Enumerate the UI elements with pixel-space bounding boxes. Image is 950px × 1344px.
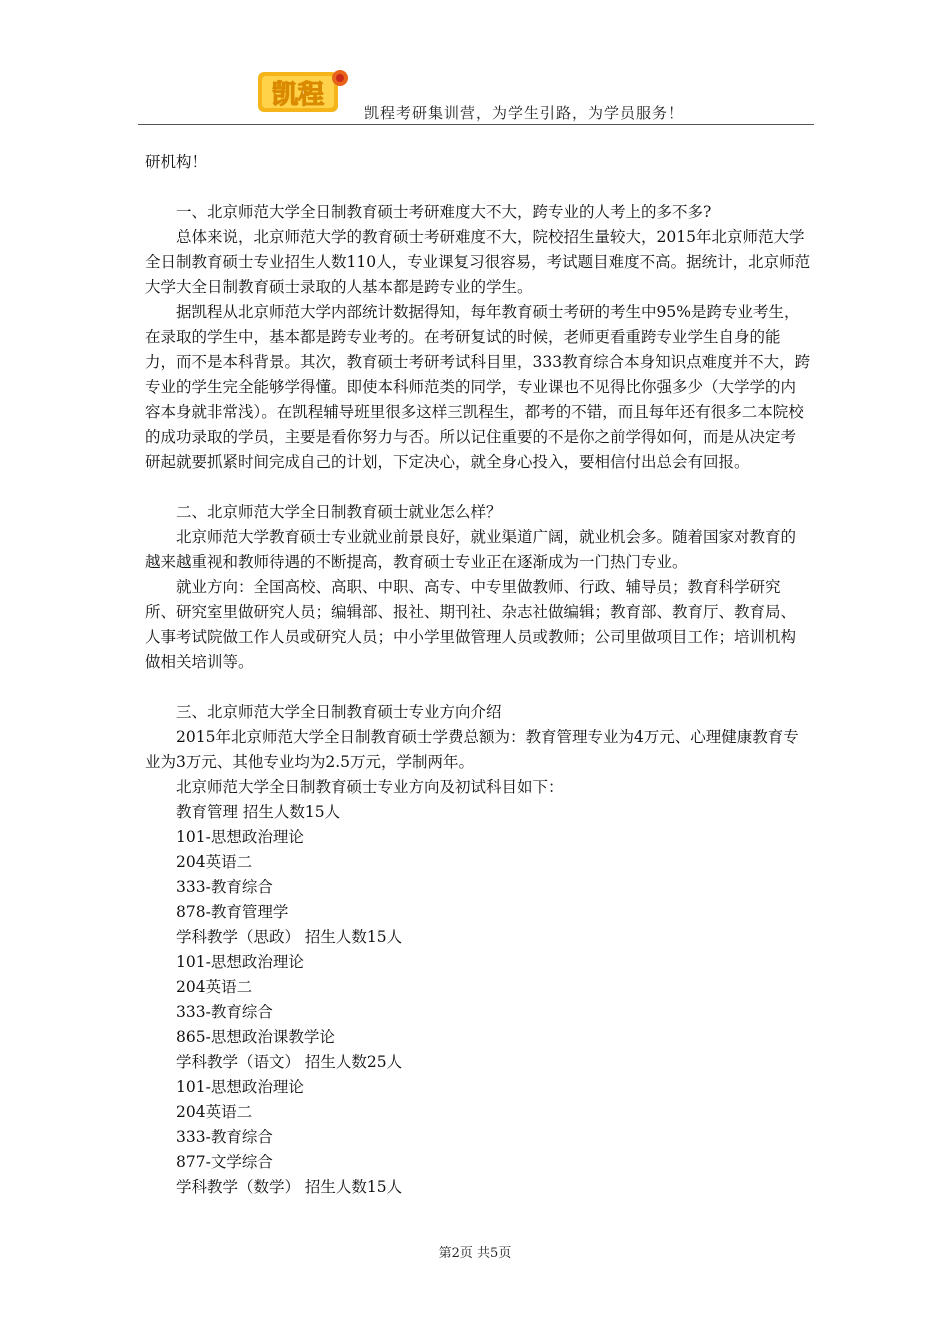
section-1-paragraph-2: 据凯程从北京师范大学内部统计数据得知，每年教育硕士考研的考生中95%是跨专业考生，在录取的学生中，基本都是跨专业考的。在考研复试的时候，老师更看重跨专业学生自身的能力，而不是本科背景。其次，教育硕士考研考试科目里，333教育综合本身知识点难度并不大，跨专业的学生完全能够学得懂。即使本科师范类的同学，专业课也不见得比你强多少（大学学的内容本身就非常浅）。在凯程辅导班里很多这样三凯程生，都考的不错，而且每年还有很多二本院校的成功录取的学员，主要是看你努力与否。所以记住重要的不是你之前学得如何，而是从决定考研起就要抓紧时间完成自己的计划，下定决心，就全身心投入，要相信付出总会有回报。 [145, 303, 811, 471]
list-item: 333-教育综合 [176, 878, 273, 896]
section-2-paragraph-2: 就业方向：全国高校、高职、中职、高专、中专里做教师、行政、辅导员；教育科学研究所、研究室里做研究人员；编辑部、报社、期刊社、杂志社做编辑；教育部、教育厅、教育局、人事考试院做工作人员或研究人员；中小学里做管理人员或教师；公司里做项目工作；培训机构做相关培训等。 [145, 578, 797, 671]
list-item: 877-文学综合 [176, 1153, 273, 1171]
section-1-heading: 一、北京师范大学全日制教育硕士考研难度大不大，跨专业的人考上的多不多? [176, 203, 712, 221]
page-header [138, 62, 814, 125]
list-item: 865-思想政治课教学论 [176, 1028, 335, 1046]
list-item: 101-思想政治理论 [176, 828, 304, 846]
document-body [145, 150, 811, 1200]
list-item: 333-教育综合 [176, 1128, 273, 1146]
list-item: 101-思想政治理论 [176, 1078, 304, 1096]
page-footer: 第2页 共5页 [438, 1246, 512, 1261]
section-1-paragraph-1: 总体来说，北京师范大学的教育硕士考研难度不大，院校招生量较大，2015年北京师范大学全日制教育硕士专业招生人数110人，专业课复习很容易，考试题目难度不高。据统计，北京师范大学大全日制教育硕士录取的人基本都是跨专业的学生。 [145, 228, 811, 296]
list-item: 333-教育综合 [176, 1003, 273, 1021]
section-3-paragraph-2: 北京师范大学全日制教育硕士专业方向及初试科目如下： [176, 778, 564, 796]
logo-graphic [256, 66, 352, 118]
list-item: 878-教育管理学 [176, 903, 289, 921]
header-slogan: 凯程考研集训营，为学生引路，为学员服务！ [364, 104, 685, 122]
section-2-paragraph-1: 北京师范大学教育硕士专业就业前景良好，就业渠道广阔，就业机会多。随着国家对教育的越来越重视和教师待遇的不断提高，教育硕士专业正在逐渐成为一门热门专业。 [145, 528, 797, 571]
list-item: 教育管理 招生人数15人 [176, 803, 341, 821]
list-item: 学科教学（思政） 招生人数15人 [176, 928, 403, 946]
carryover-text: 研机构！ [145, 153, 208, 171]
section-2-heading: 二、北京师范大学全日制教育硕士就业怎么样？ [176, 503, 502, 521]
list-item: 204英语二 [176, 978, 253, 996]
list-item: 学科教学（数学） 招生人数15人 [176, 1178, 403, 1196]
list-item: 101-思想政治理论 [176, 953, 304, 971]
section-3-paragraph-1: 2015年北京师范大学全日制教育硕士学费总额为：教育管理专业为4万元、心理健康教育专业为3万元、其他专业均为2.5万元，学制两年。 [145, 728, 799, 771]
list-item: 学科教学（语文） 招生人数25人 [176, 1053, 403, 1071]
list-item: 204英语二 [176, 1103, 253, 1121]
logo-text: 凯程 [271, 80, 325, 110]
list-item: 204英语二 [176, 853, 253, 871]
kaicheng-logo [256, 66, 352, 118]
section-3-heading: 三、北京师范大学全日制教育硕士专业方向介绍 [176, 703, 502, 721]
